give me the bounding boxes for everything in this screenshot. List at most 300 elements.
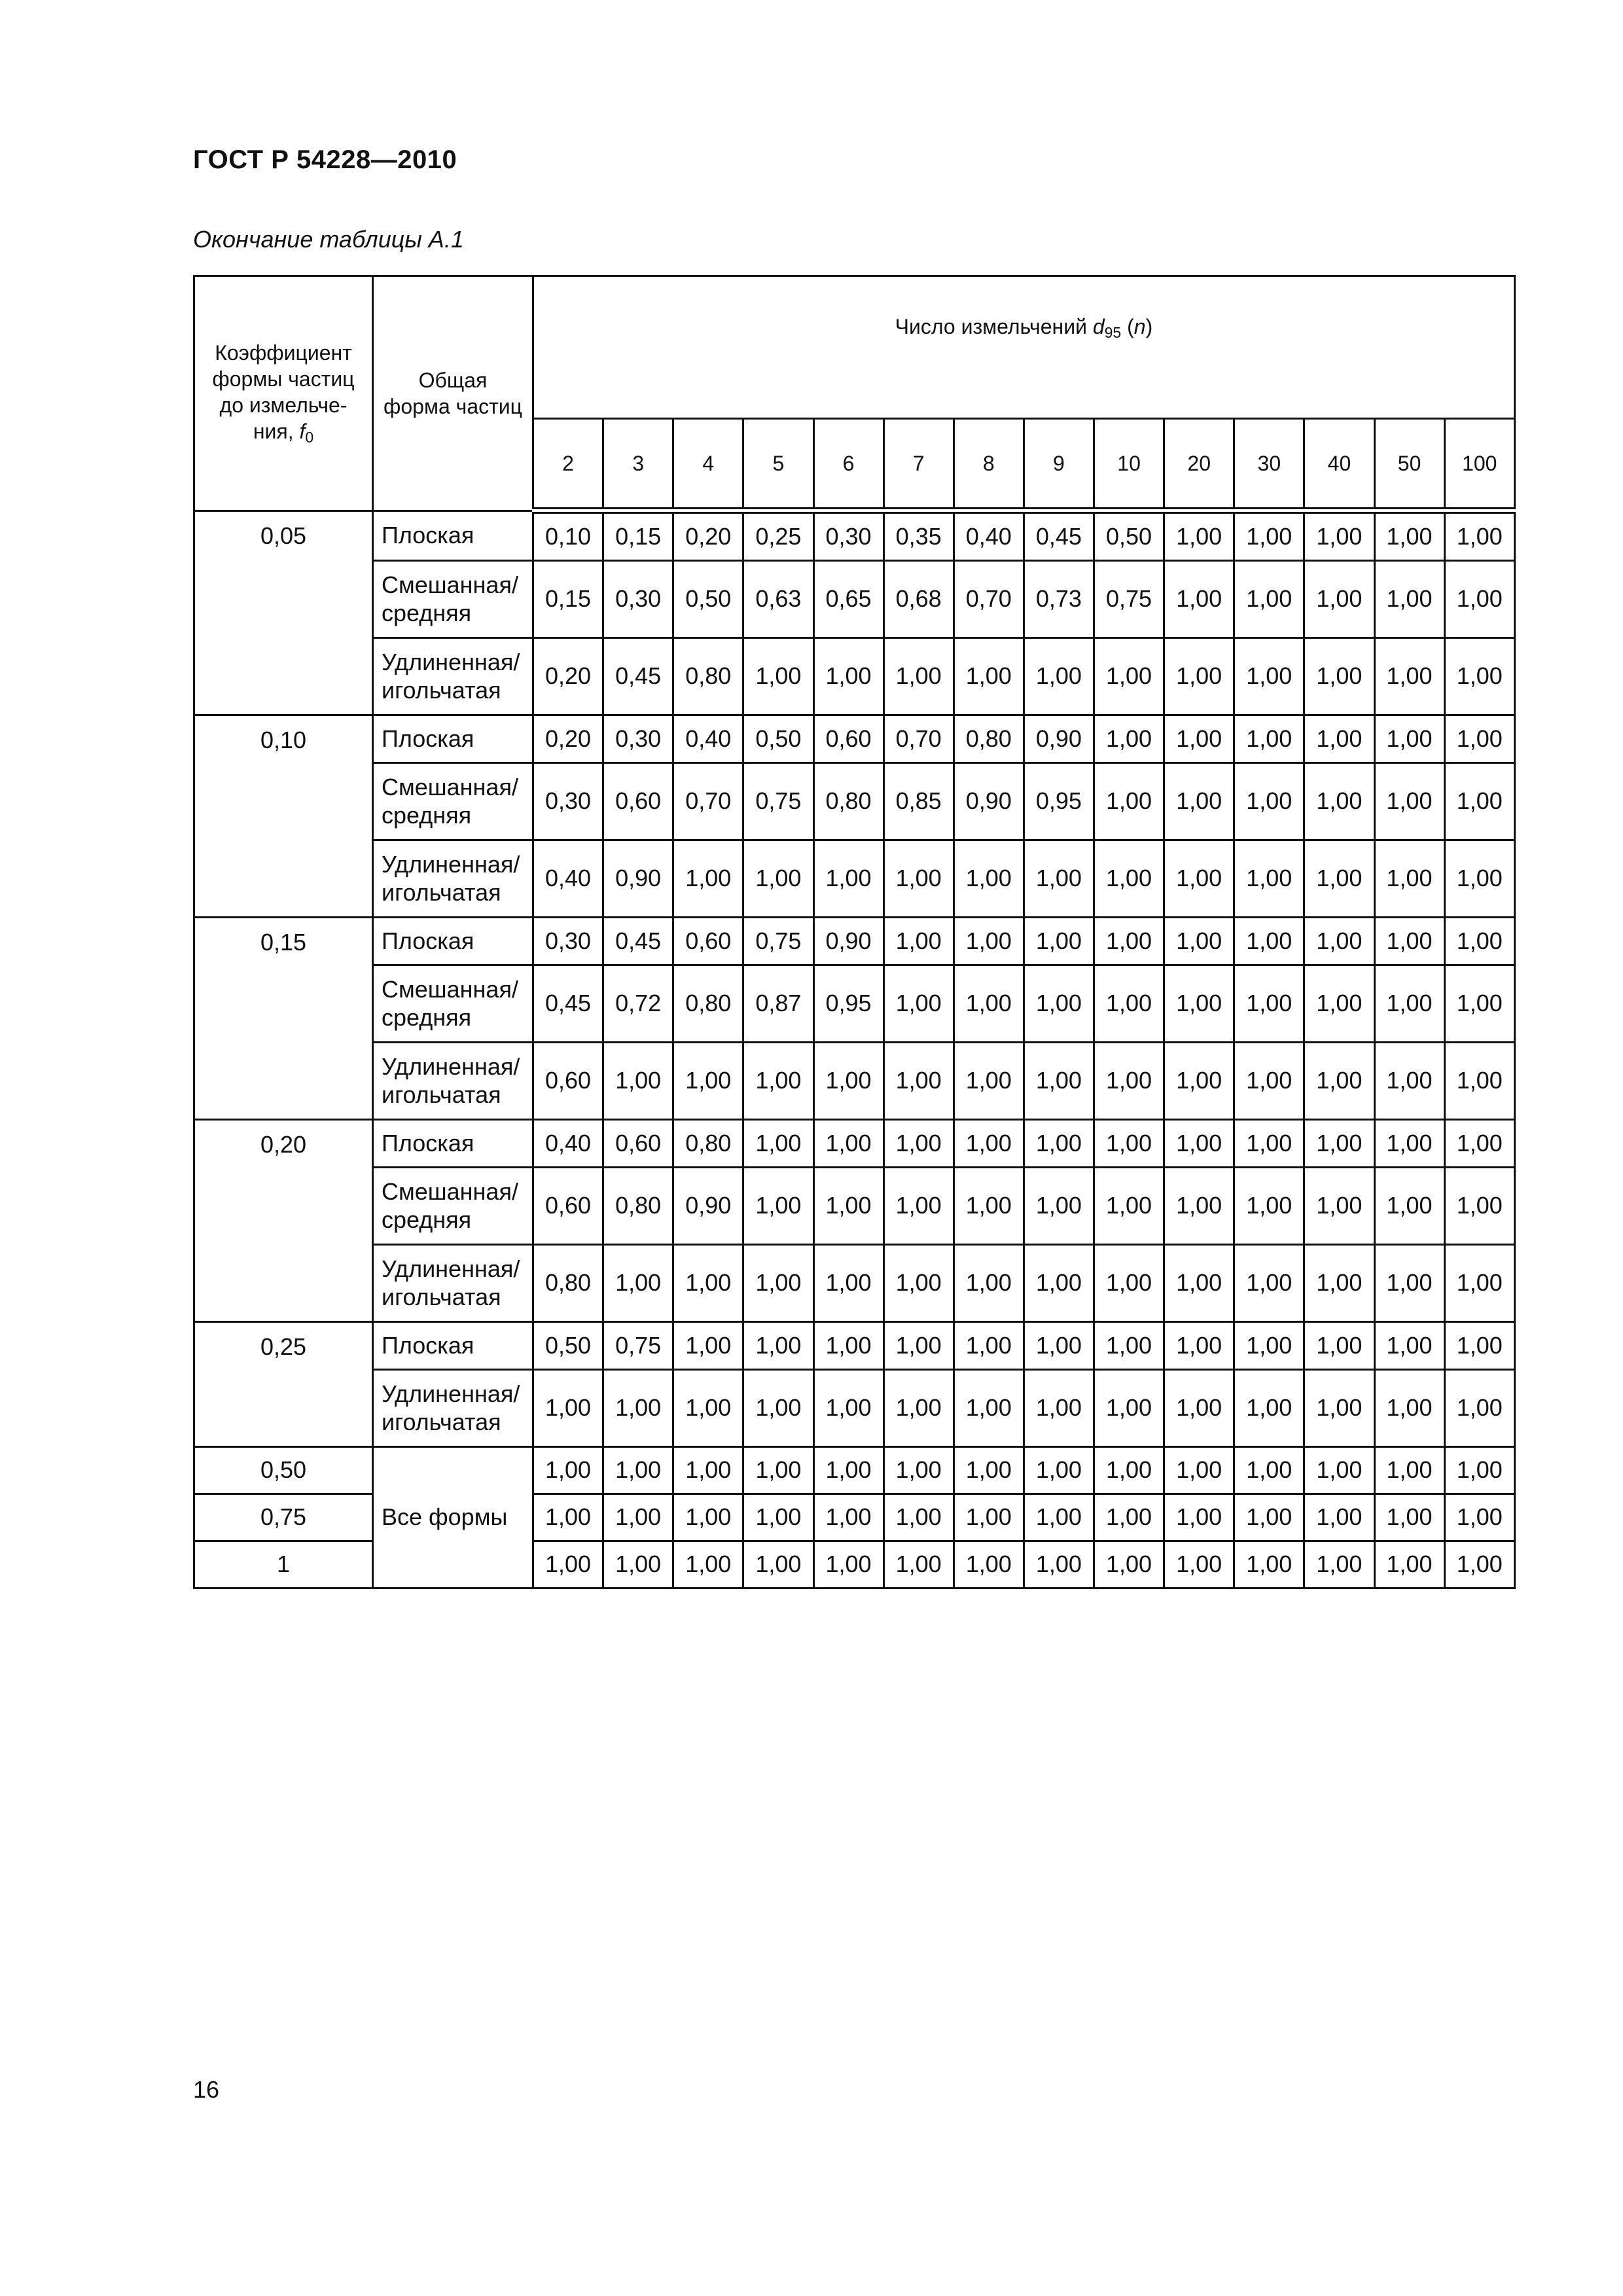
value-cell: 1,00 xyxy=(1444,918,1514,965)
value-cell: 1,00 xyxy=(1304,1370,1374,1447)
document-header: ГОСТ Р 54228—2010 xyxy=(193,145,457,174)
header-n-cell: 3 xyxy=(603,419,673,511)
value-cell: 1,00 xyxy=(954,1447,1024,1494)
value-cell: 1,00 xyxy=(1024,1447,1094,1494)
value-cell: 0,60 xyxy=(673,918,743,965)
value-cell: 0,73 xyxy=(1024,561,1094,638)
shape-label-line1: Удлиненная/ xyxy=(382,649,520,676)
value-cell: 1,00 xyxy=(1164,1120,1234,1168)
value-cell: 1,00 xyxy=(954,1494,1024,1541)
value-cell: 1,00 xyxy=(673,1043,743,1120)
value-cell: 1,00 xyxy=(743,840,813,918)
value-cell: 1,00 xyxy=(1024,965,1094,1043)
value-cell: 1,00 xyxy=(813,1447,883,1494)
value-cell: 1,00 xyxy=(1234,1541,1304,1588)
value-cell: 1,00 xyxy=(1234,561,1304,638)
value-cell: 1,00 xyxy=(1374,1043,1444,1120)
value-cell: 0,60 xyxy=(603,1120,673,1168)
shape-cell xyxy=(373,1245,533,1322)
value-cell: 1,00 xyxy=(1024,1322,1094,1370)
value-cell: 1,00 xyxy=(673,1541,743,1588)
value-cell: 1,00 xyxy=(1094,763,1164,840)
table-row xyxy=(194,1245,1515,1322)
value-cell: 1,00 xyxy=(1304,638,1374,715)
value-cell: 0,45 xyxy=(1024,511,1094,561)
value-cell: 1,00 xyxy=(883,1494,954,1541)
value-cell: 1,00 xyxy=(1374,1120,1444,1168)
value-cell: 0,90 xyxy=(1024,715,1094,763)
value-cell: 1,00 xyxy=(954,1370,1024,1447)
shape-cell xyxy=(373,1168,533,1245)
table-row xyxy=(194,763,1515,840)
value-cell: 1,00 xyxy=(813,1370,883,1447)
value-cell: 1,00 xyxy=(883,1541,954,1588)
value-cell: 1,00 xyxy=(533,1370,603,1447)
value-cell: 0,10 xyxy=(533,511,603,561)
value-cell: 1,00 xyxy=(1024,1043,1094,1120)
value-cell: 1,00 xyxy=(1024,1120,1094,1168)
value-cell: 1,00 xyxy=(954,1322,1024,1370)
value-cell: 1,00 xyxy=(1164,1541,1234,1588)
value-cell: 1,00 xyxy=(1304,1447,1374,1494)
shape-label-line1: Удлиненная/ xyxy=(382,1380,520,1408)
value-cell: 1,00 xyxy=(1024,1370,1094,1447)
value-cell: 1,00 xyxy=(1444,638,1514,715)
value-cell: 1,00 xyxy=(1164,715,1234,763)
header-n-cell: 8 xyxy=(954,419,1024,511)
value-cell: 1,00 xyxy=(1374,1245,1444,1322)
value-cell: 1,00 xyxy=(1374,638,1444,715)
value-cell: 1,00 xyxy=(533,1494,603,1541)
value-cell: 1,00 xyxy=(1444,511,1514,561)
shape-cell xyxy=(373,763,533,840)
shape-label-line2: игольчатая xyxy=(382,676,501,704)
value-cell: 0,50 xyxy=(533,1322,603,1370)
table-row xyxy=(194,840,1515,918)
header-shape-line1: Общая xyxy=(418,368,488,392)
coef-cell: 0,75 xyxy=(194,1494,373,1541)
value-cell: 1,00 xyxy=(673,840,743,918)
value-cell: 1,00 xyxy=(1234,1120,1304,1168)
value-cell: 1,00 xyxy=(954,1541,1024,1588)
shape-label-line1: Удлиненная/ xyxy=(382,1255,520,1283)
table-row xyxy=(194,511,1515,561)
value-cell: 1,00 xyxy=(1234,1245,1304,1322)
shape-label: Плоская xyxy=(382,522,474,549)
value-cell: 0,75 xyxy=(743,918,813,965)
value-cell: 0,95 xyxy=(1024,763,1094,840)
coef-cell: 0,20 xyxy=(194,1120,373,1322)
header-coef-symbol: f xyxy=(299,419,306,443)
value-cell: 0,80 xyxy=(673,638,743,715)
table-row xyxy=(194,1370,1515,1447)
header-n-cell: 5 xyxy=(743,419,813,511)
value-cell: 1,00 xyxy=(673,1447,743,1494)
value-cell: 1,00 xyxy=(1094,840,1164,918)
value-cell: 0,60 xyxy=(603,763,673,840)
value-cell: 1,00 xyxy=(1374,511,1444,561)
value-cell: 0,40 xyxy=(533,840,603,918)
value-cell: 1,00 xyxy=(1094,1370,1164,1447)
value-cell: 1,00 xyxy=(1094,1322,1164,1370)
value-cell: 0,75 xyxy=(743,763,813,840)
value-cell: 1,00 xyxy=(954,638,1024,715)
value-cell: 1,00 xyxy=(1444,1322,1514,1370)
value-cell: 1,00 xyxy=(1304,561,1374,638)
value-cell: 0,15 xyxy=(533,561,603,638)
value-cell: 1,00 xyxy=(1094,1494,1164,1541)
value-cell: 1,00 xyxy=(1024,1541,1094,1588)
header-n-cell: 9 xyxy=(1024,419,1094,511)
value-cell: 1,00 xyxy=(743,1043,813,1120)
value-cell: 1,00 xyxy=(1234,1043,1304,1120)
value-cell: 1,00 xyxy=(1304,965,1374,1043)
value-cell: 1,00 xyxy=(1304,1494,1374,1541)
header-shape-line2: форма частиц xyxy=(383,394,522,418)
value-cell: 0,20 xyxy=(533,638,603,715)
value-cell: 0,40 xyxy=(673,715,743,763)
table-row xyxy=(194,1322,1515,1370)
header-n-cell: 20 xyxy=(1164,419,1234,511)
value-cell: 0,50 xyxy=(673,561,743,638)
page-number: 16 xyxy=(193,2076,220,2103)
value-cell: 1,00 xyxy=(883,638,954,715)
value-cell: 1,00 xyxy=(883,1322,954,1370)
value-cell: 1,00 xyxy=(743,1447,813,1494)
shape-label-line2: средняя xyxy=(382,801,472,829)
value-cell: 0,70 xyxy=(673,763,743,840)
shape-label-line2: игольчатая xyxy=(382,1081,501,1108)
value-cell: 1,00 xyxy=(1164,965,1234,1043)
value-cell: 0,60 xyxy=(533,1168,603,1245)
value-cell: 1,00 xyxy=(1234,715,1304,763)
value-cell: 1,00 xyxy=(1374,561,1444,638)
value-cell: 0,30 xyxy=(533,763,603,840)
coef-cell: 0,10 xyxy=(194,715,373,918)
value-cell: 1,00 xyxy=(1304,763,1374,840)
value-cell: 1,00 xyxy=(883,1447,954,1494)
value-cell: 1,00 xyxy=(1374,1541,1444,1588)
value-cell: 1,00 xyxy=(603,1494,673,1541)
header-n-cell: 4 xyxy=(673,419,743,511)
value-cell: 0,80 xyxy=(603,1168,673,1245)
value-cell: 0,95 xyxy=(813,965,883,1043)
value-cell: 1,00 xyxy=(1374,1322,1444,1370)
value-cell: 1,00 xyxy=(1304,1245,1374,1322)
value-cell: 0,68 xyxy=(883,561,954,638)
value-cell: 1,00 xyxy=(743,1494,813,1541)
value-cell: 0,15 xyxy=(603,511,673,561)
header-coef-line2: формы частиц xyxy=(212,367,355,391)
value-cell: 1,00 xyxy=(1304,840,1374,918)
value-cell: 1,00 xyxy=(1024,1168,1094,1245)
value-cell: 0,45 xyxy=(603,638,673,715)
value-cell: 1,00 xyxy=(1164,1322,1234,1370)
header-group-open: ( xyxy=(1121,315,1134,338)
value-cell: 1,00 xyxy=(1164,1494,1234,1541)
value-cell: 1,00 xyxy=(1164,1370,1234,1447)
value-cell: 1,00 xyxy=(1304,918,1374,965)
value-cell: 0,40 xyxy=(954,511,1024,561)
table-row xyxy=(194,1043,1515,1120)
value-cell: 1,00 xyxy=(1164,1245,1234,1322)
value-cell: 1,00 xyxy=(533,1541,603,1588)
shape-cell xyxy=(373,1447,533,1588)
shape-cell xyxy=(373,715,533,763)
value-cell: 1,00 xyxy=(1094,1120,1164,1168)
value-cell: 0,90 xyxy=(603,840,673,918)
value-cell: 1,00 xyxy=(1374,715,1444,763)
value-cell: 1,00 xyxy=(743,1322,813,1370)
value-cell: 1,00 xyxy=(1374,965,1444,1043)
value-cell: 1,00 xyxy=(813,1043,883,1120)
value-cell: 1,00 xyxy=(1234,1494,1304,1541)
shape-label-line2: игольчатая xyxy=(382,878,501,906)
value-cell: 0,72 xyxy=(603,965,673,1043)
value-cell: 1,00 xyxy=(743,1370,813,1447)
value-cell: 1,00 xyxy=(1304,1120,1374,1168)
value-cell: 1,00 xyxy=(1444,1494,1514,1541)
value-cell: 1,00 xyxy=(1094,1447,1164,1494)
value-cell: 1,00 xyxy=(813,1494,883,1541)
value-cell: 1,00 xyxy=(1164,918,1234,965)
value-cell: 1,00 xyxy=(883,1370,954,1447)
value-cell: 1,00 xyxy=(1094,965,1164,1043)
value-cell: 1,00 xyxy=(1444,1120,1514,1168)
value-cell: 1,00 xyxy=(1234,1370,1304,1447)
table-row xyxy=(194,561,1515,638)
value-cell: 1,00 xyxy=(1234,638,1304,715)
value-cell: 0,20 xyxy=(673,511,743,561)
shape-cell xyxy=(373,965,533,1043)
value-cell: 0,50 xyxy=(1094,511,1164,561)
coef-cell: 1 xyxy=(194,1541,373,1588)
value-cell: 1,00 xyxy=(1374,1447,1444,1494)
value-cell: 0,25 xyxy=(743,511,813,561)
value-cell: 0,75 xyxy=(603,1322,673,1370)
shape-cell xyxy=(373,1120,533,1168)
header-coef-line4: ния, xyxy=(253,419,300,443)
value-cell: 1,00 xyxy=(1234,763,1304,840)
header-coef-line1: Коэффициент xyxy=(215,340,352,365)
table-row xyxy=(194,1447,1515,1494)
shape-label-line2: средняя xyxy=(382,1206,472,1233)
value-cell: 1,00 xyxy=(603,1043,673,1120)
value-cell: 1,00 xyxy=(603,1541,673,1588)
value-cell: 0,35 xyxy=(883,511,954,561)
value-cell: 0,40 xyxy=(533,1120,603,1168)
value-cell: 1,00 xyxy=(743,1120,813,1168)
shape-label-line1: Удлиненная/ xyxy=(382,1053,520,1081)
coef-cell: 0,25 xyxy=(194,1322,373,1447)
shape-cell xyxy=(373,561,533,638)
value-cell: 1,00 xyxy=(1304,1168,1374,1245)
value-cell: 1,00 xyxy=(1094,1168,1164,1245)
value-cell: 1,00 xyxy=(1374,1370,1444,1447)
shape-label-line1: Смешанная/ xyxy=(382,571,518,599)
value-cell: 1,00 xyxy=(1024,638,1094,715)
header-n-cell: 6 xyxy=(813,419,883,511)
value-cell: 0,20 xyxy=(533,715,603,763)
value-cell: 1,00 xyxy=(743,638,813,715)
header-group-symbol: d xyxy=(1092,315,1105,338)
value-cell: 1,00 xyxy=(673,1494,743,1541)
value-cell: 1,00 xyxy=(1234,840,1304,918)
header-row-top xyxy=(194,276,1515,419)
shape-cell xyxy=(373,918,533,965)
shape-cell xyxy=(373,638,533,715)
value-cell: 0,90 xyxy=(673,1168,743,1245)
value-cell: 1,00 xyxy=(1094,638,1164,715)
header-coef-line3: до измельче- xyxy=(219,393,348,417)
value-cell: 1,00 xyxy=(1374,1494,1444,1541)
shape-label-line2: средняя xyxy=(382,599,472,626)
value-cell: 1,00 xyxy=(954,840,1024,918)
value-cell: 0,85 xyxy=(883,763,954,840)
value-cell: 1,00 xyxy=(1304,1541,1374,1588)
shape-label: Плоская xyxy=(382,725,474,752)
header-n-cell: 40 xyxy=(1304,419,1374,511)
table-row xyxy=(194,1120,1515,1168)
value-cell: 1,00 xyxy=(603,1245,673,1322)
value-cell: 0,45 xyxy=(533,965,603,1043)
value-cell: 1,00 xyxy=(673,1245,743,1322)
value-cell: 0,80 xyxy=(954,715,1024,763)
header-n-cell: 10 xyxy=(1094,419,1164,511)
table-body xyxy=(194,511,1515,1588)
value-cell: 0,80 xyxy=(673,1120,743,1168)
value-cell: 1,00 xyxy=(1234,965,1304,1043)
value-cell: 1,00 xyxy=(1024,1245,1094,1322)
shape-label: Плоская xyxy=(382,1129,474,1157)
value-cell: 1,00 xyxy=(1164,1447,1234,1494)
value-cell: 0,45 xyxy=(603,918,673,965)
header-n-cell: 50 xyxy=(1374,419,1444,511)
value-cell: 1,00 xyxy=(1164,638,1234,715)
value-cell: 0,50 xyxy=(743,715,813,763)
value-cell: 1,00 xyxy=(1444,965,1514,1043)
value-cell: 1,00 xyxy=(1444,763,1514,840)
value-cell: 0,65 xyxy=(813,561,883,638)
value-cell: 1,00 xyxy=(883,1245,954,1322)
value-cell: 1,00 xyxy=(1024,840,1094,918)
header-group-close: ) xyxy=(1145,315,1153,338)
value-cell: 1,00 xyxy=(813,638,883,715)
value-cell: 1,00 xyxy=(1164,1043,1234,1120)
data-table xyxy=(193,275,1516,1589)
value-cell: 1,00 xyxy=(954,1245,1024,1322)
header-group-text: Число измельчений xyxy=(895,315,1093,338)
shape-label-line1: Смешанная/ xyxy=(382,1178,518,1206)
value-cell: 1,00 xyxy=(1304,511,1374,561)
value-cell: 1,00 xyxy=(1094,918,1164,965)
value-cell: 1,00 xyxy=(1444,561,1514,638)
table-row xyxy=(194,965,1515,1043)
header-coef-sub: 0 xyxy=(305,428,314,446)
value-cell: 1,00 xyxy=(883,918,954,965)
header-n-cell: 7 xyxy=(883,419,954,511)
shape-label-line1: Смешанная/ xyxy=(382,976,518,1003)
value-cell: 0,60 xyxy=(813,715,883,763)
coef-cell: 0,15 xyxy=(194,918,373,1120)
value-cell: 1,00 xyxy=(1444,1168,1514,1245)
shape-cell xyxy=(373,1322,533,1370)
value-cell: 1,00 xyxy=(1094,1541,1164,1588)
value-cell: 1,00 xyxy=(533,1447,603,1494)
shape-label-line2: игольчатая xyxy=(382,1408,501,1435)
value-cell: 0,80 xyxy=(813,763,883,840)
table-row xyxy=(194,1168,1515,1245)
value-cell: 1,00 xyxy=(1374,763,1444,840)
value-cell: 1,00 xyxy=(1374,1168,1444,1245)
value-cell: 1,00 xyxy=(1444,1245,1514,1322)
value-cell: 1,00 xyxy=(1234,1322,1304,1370)
value-cell: 0,90 xyxy=(954,763,1024,840)
value-cell: 1,00 xyxy=(883,1043,954,1120)
table-row xyxy=(194,715,1515,763)
value-cell: 1,00 xyxy=(1444,715,1514,763)
value-cell: 1,00 xyxy=(1444,1370,1514,1447)
value-cell: 0,80 xyxy=(673,965,743,1043)
value-cell: 1,00 xyxy=(1094,1245,1164,1322)
value-cell: 1,00 xyxy=(1444,840,1514,918)
value-cell: 1,00 xyxy=(813,1168,883,1245)
value-cell: 1,00 xyxy=(813,1541,883,1588)
value-cell: 1,00 xyxy=(1374,918,1444,965)
table-row xyxy=(194,638,1515,715)
header-group-sub: 95 xyxy=(1104,323,1122,341)
value-cell: 0,30 xyxy=(813,511,883,561)
value-cell: 1,00 xyxy=(743,1245,813,1322)
value-cell: 1,00 xyxy=(603,1370,673,1447)
value-cell: 0,60 xyxy=(533,1043,603,1120)
value-cell: 1,00 xyxy=(1444,1541,1514,1588)
shape-cell xyxy=(373,511,533,561)
value-cell: 0,30 xyxy=(603,561,673,638)
value-cell: 1,00 xyxy=(1304,715,1374,763)
value-cell: 1,00 xyxy=(1164,1168,1234,1245)
shape-cell xyxy=(373,840,533,918)
shape-label: Плоская xyxy=(382,927,474,954)
value-cell: 1,00 xyxy=(883,1120,954,1168)
value-cell: 1,00 xyxy=(1444,1447,1514,1494)
value-cell: 0,63 xyxy=(743,561,813,638)
value-cell: 0,30 xyxy=(603,715,673,763)
value-cell: 1,00 xyxy=(954,1168,1024,1245)
value-cell: 1,00 xyxy=(1024,918,1094,965)
value-cell: 1,00 xyxy=(1234,1168,1304,1245)
value-cell: 1,00 xyxy=(673,1370,743,1447)
value-cell: 1,00 xyxy=(1164,561,1234,638)
value-cell: 1,00 xyxy=(1444,1043,1514,1120)
value-cell: 1,00 xyxy=(813,840,883,918)
value-cell: 1,00 xyxy=(1164,763,1234,840)
shape-label-line1: Смешанная/ xyxy=(382,774,518,801)
value-cell: 1,00 xyxy=(1024,1494,1094,1541)
header-coef-cell xyxy=(194,276,373,511)
value-cell: 1,00 xyxy=(1304,1043,1374,1120)
value-cell: 1,00 xyxy=(1164,511,1234,561)
value-cell: 1,00 xyxy=(1164,840,1234,918)
shape-label: Плоская xyxy=(382,1331,474,1359)
header-group-cell xyxy=(533,276,1515,419)
value-cell: 0,87 xyxy=(743,965,813,1043)
value-cell: 1,00 xyxy=(954,1120,1024,1168)
coef-cell: 0,05 xyxy=(194,511,373,715)
value-cell: 1,00 xyxy=(1304,1322,1374,1370)
value-cell: 0,75 xyxy=(1094,561,1164,638)
shape-label-line2: средняя xyxy=(382,1003,472,1031)
